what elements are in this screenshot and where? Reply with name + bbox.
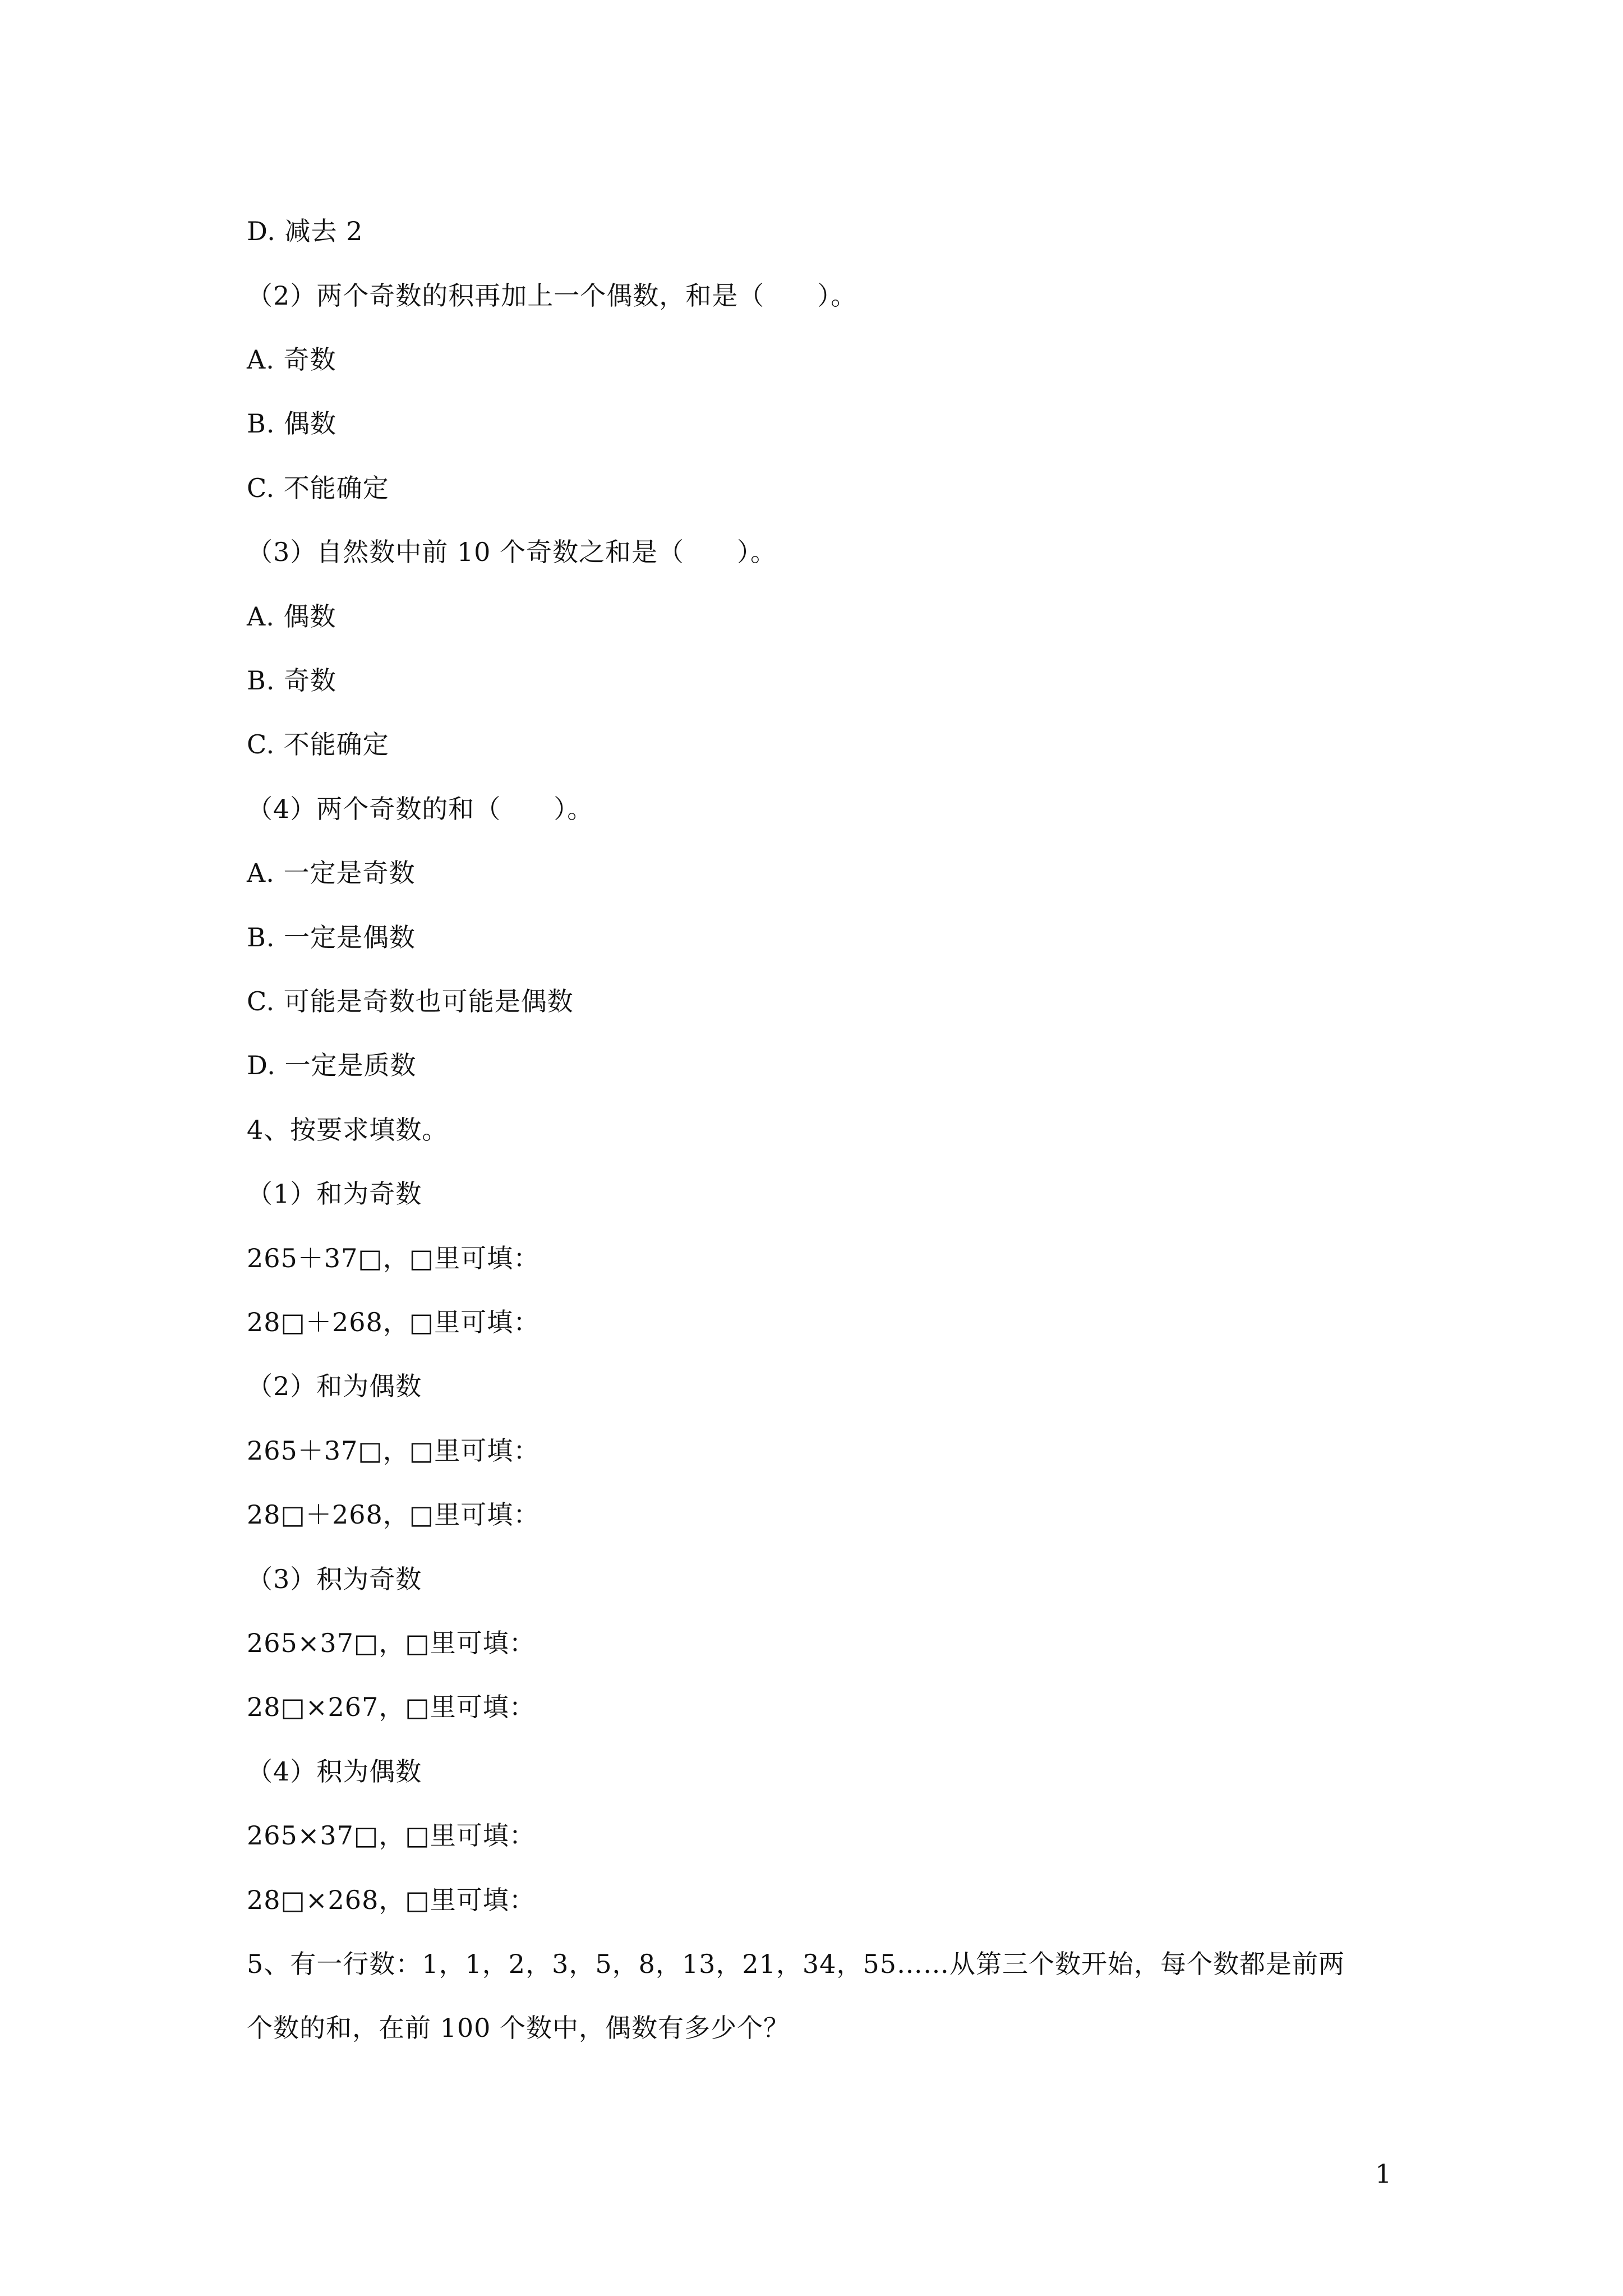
- question-4-sum-of-two-odds: （4）两个奇数的和（ ）。: [247, 794, 594, 824]
- question-3-first-10-odd-sum: （3）自然数中前 10 个奇数之和是（ ）。: [247, 537, 777, 567]
- part-3-expression-a: 265×37□，□里可填：: [247, 1628, 536, 1658]
- q4-option-c: C. 可能是奇数也可能是偶数: [247, 986, 574, 1016]
- part-4-expression-a: 265×37□，□里可填：: [247, 1820, 536, 1851]
- part-1-sum-odd: （1）和为奇数: [247, 1179, 422, 1209]
- q3-option-c: C. 不能确定: [247, 729, 389, 760]
- part-1-expression-a: 265＋37□，□里可填：: [247, 1243, 540, 1273]
- q2-option-a: A. 奇数: [247, 344, 336, 375]
- question-5-fibonacci-line-1: 5、有一行数：1，1，2，3，5，8，13，21，34，55……从第三个数开始，每个数都是前两: [247, 1949, 1345, 1979]
- part-4-product-even: （4）积为偶数: [247, 1756, 422, 1787]
- q4-option-b: B. 一定是偶数: [247, 922, 416, 953]
- option-d-subtract-2: D. 减去 2: [247, 216, 363, 246]
- q3-option-a: A. 偶数: [247, 601, 336, 632]
- q4-option-a: A. 一定是奇数: [247, 858, 416, 888]
- part-2-expression-b: 28□＋268，□里可填：: [247, 1499, 540, 1530]
- part-1-expression-b: 28□＋268，□里可填：: [247, 1307, 540, 1337]
- part-3-expression-b: 28□×267，□里可填：: [247, 1692, 536, 1722]
- part-4-expression-b: 28□×268，□里可填：: [247, 1885, 536, 1915]
- q4-option-d: D. 一定是质数: [247, 1050, 417, 1080]
- q2-option-b: B. 偶数: [247, 408, 337, 439]
- part-2-expression-a: 265＋37□，□里可填：: [247, 1435, 540, 1466]
- part-2-sum-even: （2）和为偶数: [247, 1371, 422, 1401]
- question-5-fibonacci-line-2: 个数的和，在前 100 个数中，偶数有多少个？: [247, 2013, 790, 2043]
- q3-option-b: B. 奇数: [247, 665, 337, 696]
- section-4-heading: 4、按要求填数。: [247, 1115, 449, 1145]
- page-number: 1: [1375, 2159, 1392, 2189]
- question-2-odd-product-plus-even: （2）两个奇数的积再加上一个偶数，和是（ ）。: [247, 280, 857, 311]
- q2-option-c: C. 不能确定: [247, 473, 389, 503]
- part-3-product-odd: （3）积为奇数: [247, 1564, 422, 1594]
